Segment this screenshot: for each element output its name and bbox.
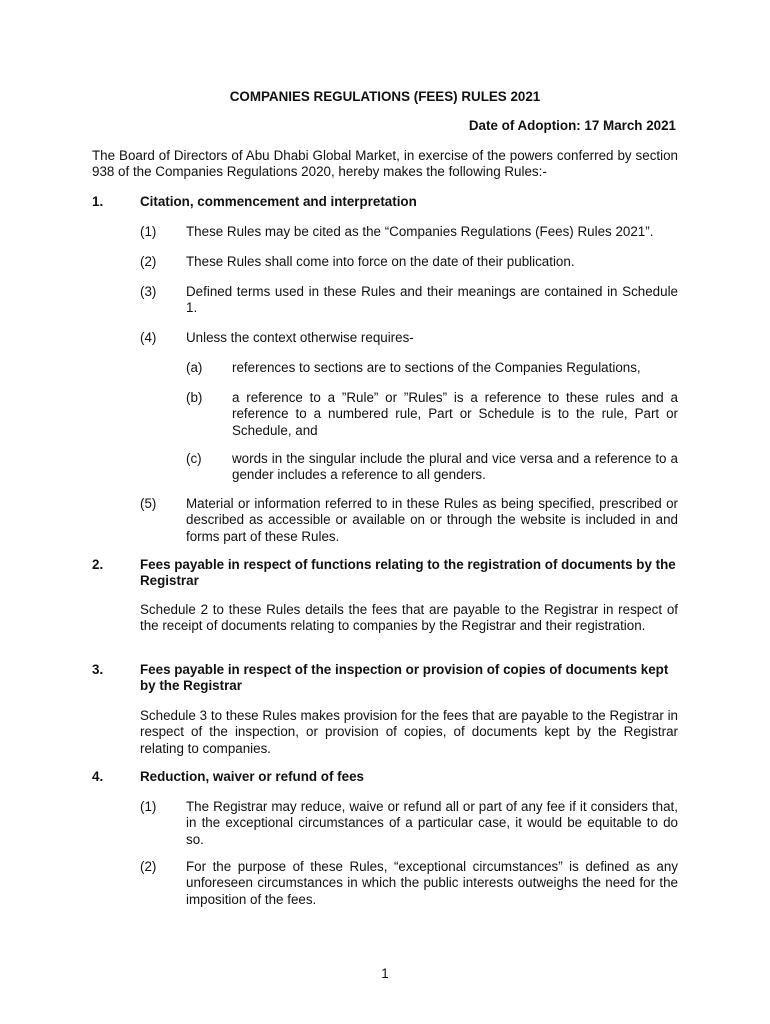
rule-text: These Rules may be cited as the “Companies Regulations (Fees) Rules 2021”. (186, 224, 654, 239)
paragraph-text: words in the singular include the plural and vice versa and a reference to a gender includes a reference to all genders. (232, 451, 678, 483)
preamble: The Board of Directors of Abu Dhabi Global Market, in exercise of the powers conferred by section 938 of the Companies Regulations 2020, hereby makes the following Rules:- (92, 148, 678, 180)
document-title: COMPANIES REGULATIONS (FEES) RULES 2021 (229, 89, 541, 104)
date-of-adoption: Date of Adoption: 17 March 2021 (468, 118, 676, 133)
section-number: 3. (92, 662, 104, 677)
section-heading: Fees payable in respect of functions relating to the registration of documents by the Registrar (140, 557, 676, 589)
rule-number: (1) (140, 799, 157, 814)
rule-text: Defined terms used in these Rules and their meanings are contained in Schedule 1. (186, 284, 678, 316)
rule-number: (2) (140, 859, 157, 874)
section-body: Schedule 3 to these Rules makes provision for the fees that are payable to the Registrar in respect of the inspection, or provision of copies, of documents kept by the Registrar relating to companies. (140, 708, 678, 756)
rule-number: (3) (140, 284, 157, 299)
section-heading: Fees payable in respect of the inspection or provision of copies of documents kept by the Registrar (140, 662, 669, 694)
paragraph-letter: (b) (186, 390, 203, 405)
section-number: 4. (92, 769, 104, 784)
rule-number: (4) (140, 330, 157, 345)
rule-number: (2) (140, 254, 157, 269)
section-number: 2. (92, 557, 104, 572)
rule-text: These Rules shall come into force on the date of their publication. (186, 254, 575, 269)
page-number: 1 (381, 966, 389, 981)
rule-text: Material or information referred to in these Rules as being specified, prescribed or described as accessible or available on or through the website is included in and forms part of these Rules. (186, 496, 678, 544)
paragraph-letter: (a) (186, 360, 203, 375)
paragraph-text: references to sections are to sections of the Companies Regulations, (232, 360, 641, 375)
rule-text: The Registrar may reduce, waive or refund all or part of any fee if it considers that, in the exceptional circumstances of a particular case, it would be equitable to do so. (186, 799, 678, 847)
section-body: Schedule 2 to these Rules details the fees that are payable to the Registrar in respect of the receipt of documents relating to companies by the Registrar and their registration. (140, 602, 678, 634)
section-heading: Citation, commencement and interpretation (140, 194, 417, 209)
section-number: 1. (92, 194, 104, 209)
rule-text: For the purpose of these Rules, “exceptional circumstances” is defined as any unforeseen circumstances in which the public interests outweighs the need for the imposition of the fees. (186, 859, 678, 907)
paragraph-letter: (c) (186, 451, 202, 466)
rule-number: (5) (140, 496, 157, 511)
rule-text: Unless the context otherwise requires- (186, 330, 414, 345)
paragraph-text: a reference to a ”Rule” or ”Rules” is a reference to these rules and a reference to a numbered rule, Part or Schedule is to the rule, Part or Schedule, and (232, 390, 678, 438)
rule-number: (1) (140, 224, 157, 239)
section-heading: Reduction, waiver or refund of fees (140, 769, 364, 784)
